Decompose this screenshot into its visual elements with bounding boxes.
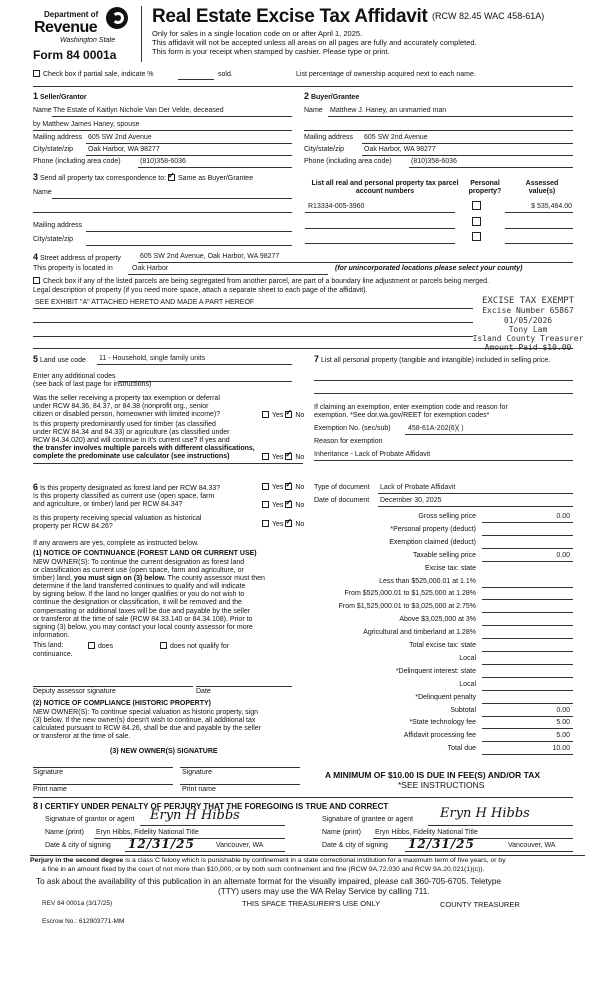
reason-label: Reason for exemption — [314, 438, 383, 445]
line — [140, 825, 285, 826]
personal-property-label: 7 List all personal property (tangible and intangible) included in selling price. — [314, 354, 551, 364]
street-address-field[interactable]: 605 SW 2nd Avenue, Oak Harbor, WA 98277 — [140, 253, 280, 260]
grantor-date-field[interactable]: 12/31/25 — [128, 837, 195, 851]
buyer-name-label: Name — [304, 107, 323, 114]
tax-row-line — [482, 716, 573, 717]
seller-name-field[interactable]: The Estate of Kaitlyn Nichole Van Der Velde, deceased — [53, 107, 224, 114]
reason-field[interactable]: Inheritance - Lack of Probate Affidavit — [314, 451, 431, 458]
grantee-sig-label: Signature of grantee or agent — [322, 816, 414, 823]
tax-row-label: *State technology fee — [409, 719, 476, 727]
q2-yes-no: Yes ✓ No — [262, 453, 304, 462]
tax-row-value[interactable]: 5.00 — [556, 719, 570, 727]
tax-row-line — [482, 612, 573, 613]
additional-codes-note: (see back of last page for instructions) — [33, 381, 152, 388]
grantee-city-field[interactable]: Vancouver, WA — [508, 842, 556, 849]
s6-q1-no-checkbox[interactable] — [285, 483, 292, 490]
q2-line-a: Is this property predominantly used for timber (as classified — [33, 421, 216, 428]
line — [314, 460, 573, 461]
legal-description-field[interactable]: SEE EXHIBIT "A" ATTACHED HERETO AND MADE A PART HEREOF — [35, 299, 255, 306]
claim-line-a: If claiming an exemption, enter exemption code and reason for — [314, 404, 508, 411]
tax-row-line — [482, 741, 573, 742]
grantee-name-field[interactable]: Eryn Hibbs, Fidelity National Title — [375, 829, 478, 836]
line — [328, 116, 573, 117]
minimum-due-note: A MINIMUM OF $10.00 IS DUE IN FEE(S) AND/OR TAX — [325, 770, 541, 780]
owner-print-field-1[interactable] — [33, 784, 173, 785]
corr-mail-field[interactable] — [86, 231, 292, 232]
partial-sale-label: Check box if partial sale, indicate % — [43, 71, 154, 78]
s6-q2-yes-checkbox[interactable] — [262, 501, 269, 508]
tax-row-line — [482, 587, 573, 588]
corr-name-field[interactable] — [52, 198, 292, 199]
tax-row-line — [482, 651, 573, 652]
tax-row-line — [482, 728, 573, 729]
seller-city-label: City/state/zip — [33, 146, 74, 153]
s6-q1: 6 Is this property designated as forest land per RCW 84.33? — [33, 482, 221, 492]
tax-row-label: Local — [459, 654, 476, 662]
header-note3: This form is your receipt when stamped by cashier. Please type or print. — [152, 47, 390, 56]
divider — [30, 855, 585, 856]
form-number: Form 84 0001a — [33, 48, 117, 62]
s6-q2a: Is this property classified as current use (open space, farm — [33, 493, 215, 500]
tax-row-label: Taxable selling price — [412, 551, 476, 559]
partial-sale-checkbox[interactable] — [33, 70, 40, 77]
seller-phone-field[interactable]: (810)358-6036 — [140, 158, 186, 165]
form-title: Real Estate Excise Tax Affidavit — [152, 6, 428, 27]
partial-percent-line[interactable] — [178, 79, 214, 80]
grantee-signature[interactable]: Eryn H Hibbs — [440, 806, 530, 821]
tax-row-label: Local — [459, 680, 476, 688]
s6-q2-no-checkbox[interactable] — [285, 501, 292, 508]
tax-row-label: Agricultural and timberland at 1.28% — [363, 629, 476, 637]
buyer-city-label: City/state/zip — [304, 146, 345, 153]
parcel-col-header: List all real and personal property tax parcel account numbers — [311, 180, 459, 196]
q1-no-checkbox[interactable] — [285, 411, 292, 418]
tax-row-line — [482, 599, 573, 600]
line — [138, 167, 292, 168]
tax-row-label: Exemption claimed (deduct) — [389, 538, 476, 546]
line — [405, 851, 573, 852]
grantor-date-label: Date & city of signing — [45, 842, 111, 849]
buyer-name-field[interactable]: Matthew J. Haney, an unmarried man — [330, 107, 447, 114]
revenue-logo-icon — [106, 7, 128, 29]
doc-type-label: Type of document — [314, 484, 370, 491]
does-not-option: does not qualify for — [160, 642, 229, 651]
doc-type-field[interactable]: Lack of Probate Affidavit — [380, 484, 456, 491]
line — [86, 143, 292, 144]
q1-line-c: citizen or disabled person, homeowner with limited income)? — [33, 411, 221, 418]
divider — [33, 348, 573, 349]
located-label: This property is located in — [33, 265, 113, 272]
owner-print-field-2[interactable] — [180, 784, 300, 785]
partial-sale-row — [33, 70, 154, 79]
personal-property-checkbox-2[interactable] — [472, 217, 481, 229]
tax-row-line — [482, 664, 573, 665]
s6-q3b: property per RCW 84.26? — [33, 523, 113, 530]
dept-line3: Washington State — [60, 37, 116, 44]
header-divider — [141, 6, 142, 62]
tax-row-label: *Personal property (deduct) — [390, 525, 476, 533]
tax-row-value[interactable]: 5.00 — [556, 732, 570, 740]
line — [314, 393, 573, 394]
availability-line2: (TTY) users may use the WA Relay Service by calling 711. — [218, 887, 430, 896]
line — [505, 243, 573, 244]
exemption-label: Exemption No. (sec/sub) — [314, 425, 391, 432]
line — [86, 155, 292, 156]
line — [52, 116, 292, 117]
claim-line-b: exemption. *See dor.wa.gov/REET for exemption codes* — [314, 412, 490, 419]
grantor-name-field[interactable]: Eryn Hibbs, Fidelity National Title — [96, 829, 199, 836]
tax-row-label: From $1,525,000.01 to $3,025,000 at 2.75% — [338, 603, 476, 611]
buyer-phone-label: Phone (including area code) — [304, 158, 392, 165]
print-name-label-1: Print name — [33, 786, 67, 793]
line — [405, 434, 573, 435]
tax-row-label: From $525,000.01 to $1,525,000 at 1.28% — [344, 590, 476, 598]
line — [33, 322, 473, 323]
q2-line-c: RCW 84.34.020) and will continue in it's current use? If yes and — [33, 437, 230, 444]
line — [378, 506, 573, 507]
dept-line1: Department of — [44, 10, 99, 19]
signature-label-1: Signature — [33, 769, 63, 776]
s6-q2-yes-no: Yes ✓ No — [262, 501, 304, 510]
grantee-name-label: Name (print) — [322, 829, 361, 836]
line — [378, 493, 573, 494]
deputy-label: Deputy assessor signature — [33, 688, 116, 695]
line — [409, 167, 573, 168]
line — [97, 364, 292, 365]
seller-name-label: Name — [33, 107, 52, 114]
line — [125, 851, 285, 852]
tax-row-value[interactable]: 0.00 — [556, 513, 570, 520]
personal-property-field[interactable] — [314, 380, 573, 381]
tax-row-value[interactable]: 10.00 — [552, 745, 570, 753]
buyer-city-field[interactable]: Oak Harbor, WA 98277 — [364, 146, 436, 153]
signature-label-2: Signature — [182, 769, 212, 776]
partial-sold-label: sold. — [218, 71, 233, 78]
print-name-label-2: Print name — [182, 786, 216, 793]
line — [33, 130, 292, 131]
line — [33, 212, 292, 213]
tax-row-line — [482, 561, 573, 562]
s6-q3-yes-no: Yes ✓ No — [262, 520, 304, 529]
legal-label: Legal description of property (if you need more space, attach a separate sheet to each page of the affidavit). — [33, 287, 368, 294]
buyer-phone-field[interactable]: (810)358-6036 — [411, 158, 457, 165]
continuance-text: NEW OWNER(S): To continue the current designation as forest land or classification as current use (open space, farm and agriculture, or timber) land, you must sign on (3) below. The county assessor must then determine if the land transferred continues to qualify and will indicate by signing below. If the land no longer qualifies or you do not wish to continue the designation or classification, it will be removed and the compensating or additional taxes will be due and payable by the seller or transferor at the time of sale (RCW 84.33.140 or 84.34.108). Prior to signing (3) below, you may contact your local county assessor for more information. — [33, 559, 265, 639]
divider — [33, 86, 573, 87]
s6-q3a: Is this property receiving special valuation as historical — [33, 515, 202, 522]
county-treasurer-label: COUNTY TREASURER — [440, 900, 520, 909]
street-address-label: 4 Street address of property — [33, 252, 121, 262]
assessed-value[interactable]: $ 535,464.00 — [531, 203, 572, 210]
header-note1: Only for sales in a single location code on or after April 1, 2025. — [152, 29, 363, 38]
tax-row-label: Above $3,025,000 at 3% — [399, 616, 476, 624]
line — [362, 143, 573, 144]
unincorporated-note: (for unincorporated locations please select your county) — [335, 265, 523, 272]
assessed-col-header: Assessed value(s) — [525, 180, 559, 196]
does-option: does — [88, 642, 113, 651]
tax-row-value[interactable]: 0.00 — [556, 706, 570, 714]
line — [505, 228, 573, 229]
tax-row-line — [482, 625, 573, 626]
escrow-number: Escrow No.: 612903771-MM — [42, 918, 125, 925]
doc-date-field[interactable]: December 30, 2025 — [380, 497, 442, 504]
grantee-date-label: Date & city of signing — [322, 842, 388, 849]
personal-property-checkbox-1[interactable] — [472, 201, 481, 213]
excise-exempt-stamp: EXCISE TAX EXEMPT Excise Number 65867 01/05/2026 Tony Lam Island County Treasurer Amount Paid $10.00 — [472, 296, 584, 353]
owner-signature-field-1[interactable] — [33, 767, 173, 768]
tax-row-label: Excise tax: state — [425, 564, 476, 572]
tax-row-line — [482, 677, 573, 678]
line — [505, 212, 573, 213]
compliance-text: NEW OWNER(S): To continue special valuation as historic property, sign (3) below. If the new owner(s) doesn't wish to continue, all additional tax calculated pursuant to RCW 84.26, shall be due and payable by the seller or transferor at the time of sale. — [33, 709, 262, 741]
q2-yes-checkbox[interactable] — [262, 453, 269, 460]
parcel-number[interactable]: R13334-005-3960 — [308, 203, 365, 210]
seller-mail-label: Mailing address — [33, 134, 83, 141]
line — [138, 262, 573, 263]
q1-line-b: under RCW 84.36, 84.37, or 84.38 (nonprofit org., senior — [33, 403, 209, 410]
tax-row-label: *Delinquent interest: state — [395, 667, 476, 675]
tax-row-line — [482, 548, 573, 549]
corr-city-label: City/state/zip — [33, 236, 74, 243]
deputy-date-field[interactable] — [196, 686, 292, 687]
seller-name2-field[interactable]: by Matthew James Haney, spouse — [33, 121, 140, 128]
personal-col-header: Personal property? — [468, 180, 502, 196]
seller-heading: 1 Seller/Grantor — [33, 91, 87, 101]
grantor-city-field[interactable]: Vancouver, WA — [216, 842, 264, 849]
if-yes-note: If any answers are yes, complete as instructed below. — [33, 540, 199, 547]
grantor-signature[interactable]: Eryn H Hibbs — [150, 808, 240, 823]
tax-row-label: Subtotal — [450, 706, 476, 714]
new-owner-signature-title: (3) NEW OWNER(S) SIGNATURE — [110, 748, 218, 755]
availability-line1: To ask about the availability of this publication in an alternate format for the visually impaired, please call 360-705-6705. Teletype — [36, 877, 501, 886]
tax-row-line — [482, 522, 573, 523]
divider — [33, 797, 573, 798]
form-citation: (RCW 82.45 WAC 458-61A) — [432, 11, 545, 21]
revision-label: REV 84 0001a (3/17/25) — [42, 900, 113, 907]
tax-row-line — [482, 638, 573, 639]
treasurer-use-label: THIS SPACE TREASURER'S USE ONLY — [242, 899, 381, 908]
tax-row-line — [482, 754, 573, 755]
deputy-date-label: Date — [196, 688, 211, 695]
q1-line-a: Was the seller receiving a property tax exemption or deferral — [33, 395, 220, 402]
buyer-mail-field[interactable]: 605 SW 2nd Avenue — [364, 134, 428, 141]
continuance-title: (1) NOTICE OF CONTINUANCE (FOREST LAND OR CURRENT USE) — [33, 550, 257, 557]
does-not-checkbox[interactable] — [160, 642, 167, 649]
continuance-label: continuance. — [33, 651, 73, 658]
located-field[interactable]: Oak Harbor — [132, 265, 169, 272]
line — [305, 212, 455, 213]
ownership-note: List percentage of ownership acquired next to each name. — [296, 71, 476, 78]
correspondence-row: 3 Send all property tax correspondence to: ✓ Same as Buyer/Grantee — [33, 172, 253, 183]
line — [362, 155, 573, 156]
line — [304, 130, 573, 131]
q1-yes-checkbox[interactable] — [262, 411, 269, 418]
owner-signature-field-2[interactable] — [180, 767, 300, 768]
tax-row-line — [482, 690, 573, 691]
line — [128, 274, 328, 275]
header-note2: This affidavit will not be accepted unless all areas on all pages are fully and accurately completed. — [152, 38, 477, 47]
q1-yes-no: Yes ✓ No — [262, 411, 304, 420]
buyer-mail-label: Mailing address — [304, 134, 354, 141]
q2-line-d: the transfer involves multiple parcels with different classifications, — [33, 445, 255, 452]
tax-row-label: *Delinquent penalty — [415, 693, 476, 701]
s6-q3-yes-checkbox[interactable] — [262, 520, 269, 527]
land-use-label: 5 Land use code — [33, 354, 86, 364]
buyer-heading: 2 Buyer/Grantee — [304, 91, 360, 101]
corr-city-field[interactable] — [86, 245, 292, 246]
divider — [33, 463, 303, 464]
see-instructions-note: *SEE INSTRUCTIONS — [398, 780, 485, 790]
tax-row-line — [482, 703, 573, 704]
q2-no-checkbox[interactable] — [285, 453, 292, 460]
tax-row-line — [482, 535, 573, 536]
s6-q1-yes-no: Yes ✓ No — [262, 483, 304, 492]
exemption-field[interactable]: 458-61A-202(6)( ) — [408, 425, 464, 432]
line — [33, 336, 473, 337]
seller-phone-label: Phone (including area code) — [33, 158, 121, 165]
same-as-buyer-checkbox[interactable] — [168, 174, 175, 181]
tax-row-label: Gross selling price — [418, 513, 476, 520]
s6-q1-yes-checkbox[interactable] — [262, 483, 269, 490]
corr-mail-label: Mailing address — [33, 222, 83, 229]
tax-row-label: Less than $525,000.01 at 1.1% — [379, 577, 476, 585]
line — [305, 243, 455, 244]
seller-city-field[interactable]: Oak Harbor, WA 98277 — [88, 146, 160, 153]
tax-row-label: Total due — [447, 745, 476, 753]
tax-row-value[interactable]: 0.00 — [556, 551, 570, 559]
grantor-name-label: Name (print) — [45, 829, 84, 836]
additional-codes-label: Enter any additional codes — [33, 373, 116, 380]
this-land-label: This land: — [33, 642, 64, 649]
line — [428, 825, 573, 826]
perjury-line1: Perjury in the second degree is a class C felony which is punishable by confinement in a state correctional institution for a maximum term of five years, or by — [30, 857, 506, 864]
land-use-field[interactable]: 11 - Household, single family units — [99, 355, 206, 362]
line — [33, 308, 473, 309]
perjury-line2: a fine in an amount fixed by the court of not more than $10,000, or by both such confinement and fine (RCW 9A.72.030 and RCW 9A.20.021(1)(c)). — [42, 866, 485, 873]
grantor-sig-label: Signature of grantor or agent — [45, 816, 135, 823]
dept-logo-text: Revenue — [34, 19, 98, 36]
personal-property-checkbox-3[interactable] — [472, 232, 481, 244]
s6-q2b: and agriculture, or timber) land per RCW 84.34? — [33, 501, 183, 508]
doc-date-label: Date of document — [314, 497, 370, 504]
line — [305, 228, 455, 229]
q2-line-e: complete the predominate use calculator (see instructions) — [33, 453, 230, 460]
tax-row-label: Affidavit processing fee — [403, 732, 476, 740]
compliance-title: (2) NOTICE OF COMPLIANCE (HISTORIC PROPERTY) — [33, 700, 211, 707]
grantee-date-field[interactable]: 12/31/25 — [408, 837, 475, 851]
s6-q3-no-checkbox[interactable] — [285, 520, 292, 527]
segregated-row: Check box if any of the listed parcels are being segregated from another parcel, are part of a boundary line adjustment or parcels being merged. — [33, 277, 489, 286]
seller-mail-field[interactable]: 605 SW 2nd Avenue — [88, 134, 152, 141]
segregated-checkbox[interactable] — [33, 277, 40, 284]
does-checkbox[interactable] — [88, 642, 95, 649]
certify-heading: 8 I CERTIFY UNDER PENALTY OF PERJURY THAT THE FOREGOING IS TRUE AND CORRECT — [33, 801, 389, 811]
deputy-signature-field[interactable] — [33, 686, 193, 687]
q2-line-b: under RCW 84.34 and 84.33) or agriculture (as classified under — [33, 429, 230, 436]
tax-row-label: Total excise tax: state — [409, 642, 476, 649]
corr-name-label: Name — [33, 189, 52, 196]
